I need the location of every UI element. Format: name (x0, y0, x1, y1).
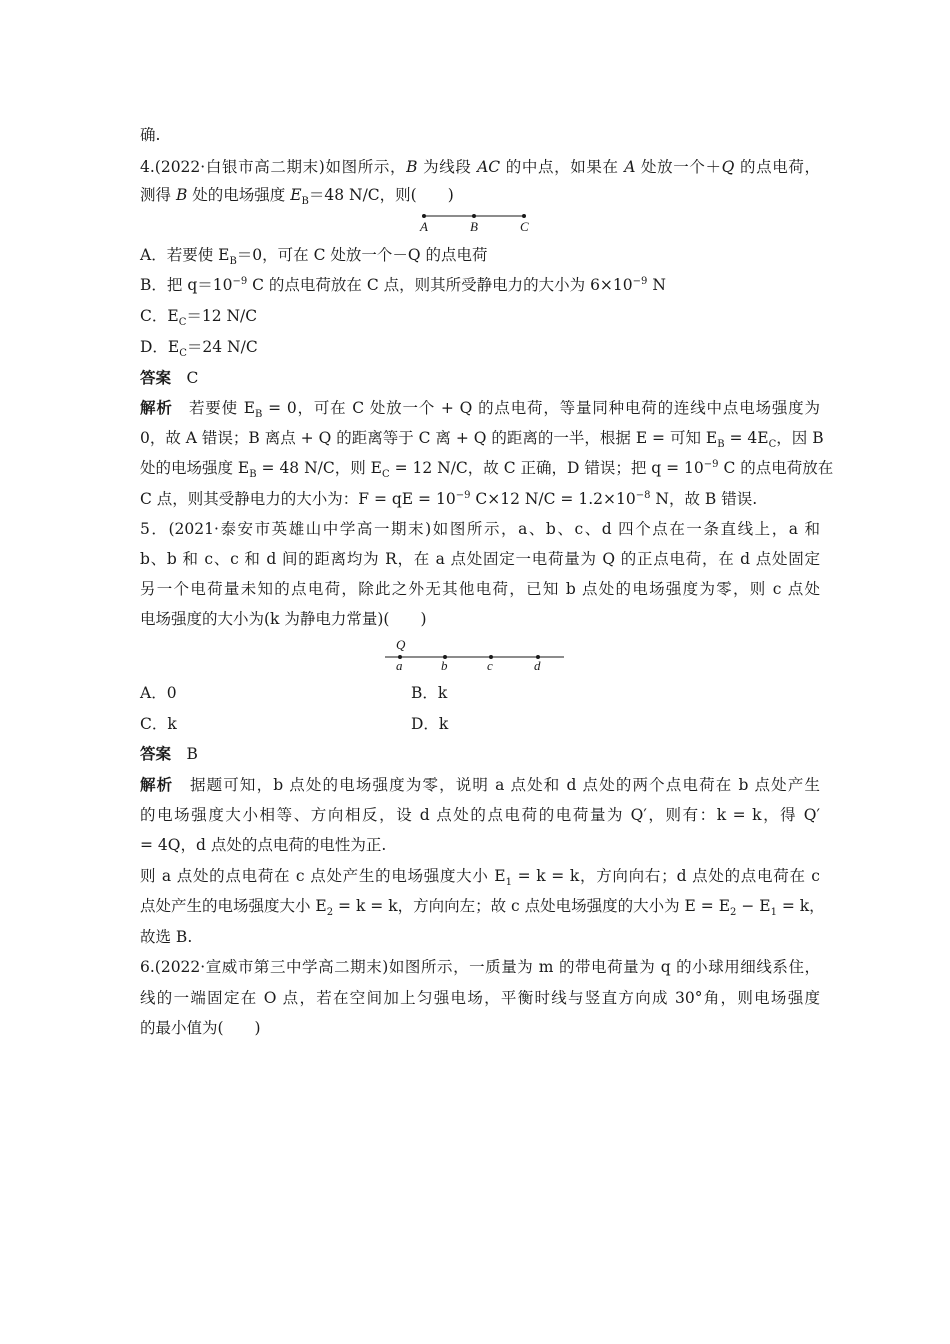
q4-option-d: D．$E_C=24$ N/C (140, 338, 258, 360)
q6-stem-line-2: 线的一端固定在 O 点，若在空间加上匀强电场，平衡时线与竖直方向成 30°角，则电场强度 (140, 989, 820, 1007)
q5-stem-line-4: 电场强度的大小为(k 为静电力常量)( ) (140, 610, 427, 628)
q5-option-d: D．k (411, 715, 449, 733)
label-c: c (487, 658, 493, 673)
label-d: d (534, 658, 541, 673)
q4-option-c: C．$E_C=12$ N/C (140, 307, 258, 329)
q5-stem-line-3: 另一个电荷量未知的点电荷，除此之外无其他电荷，已知 b 点处的电场强度为零，则 c 点处 (140, 580, 820, 598)
q4-analysis-line-1: 解析 若要使 $E_B = 0$，可在 C 处放一个 + Q 的点电荷，等量同种电荷的连线中点电场强度为 (140, 399, 820, 421)
answer-label: 答案 (140, 745, 172, 763)
label-b: B (470, 219, 478, 234)
q4-stem-line-2: 测得 B 处的电场强度 $E_B=48$ N/C，则( ) (140, 186, 454, 208)
q5-analysis-line-6: 故选 B. (140, 928, 193, 946)
q4-analysis-line-3: 处的电场强度 $E_B = 48$ N/C，则 $E_C = 12$ N/C，故 C 正确，D 错误；把 $q = 10^{-9}$ C 的点电荷放在 (140, 458, 834, 481)
q5-option-c: C．k (140, 715, 177, 733)
point-b (472, 214, 476, 218)
q4-option-b: B．把 $q=10^{-9}$ C 的点电荷放在 C 点，则其所受静电力的大小为 $6\times 10^{-9}$ N (140, 275, 666, 294)
q5-option-a: A．0 (140, 684, 177, 702)
q5-analysis-line-3: = 4Q，d 点处的点电荷的电性为正. (140, 836, 387, 854)
point-a (422, 214, 426, 218)
q4-stem-line-1: 4.(2022·白银市高二期末)如图所示，B 为线段 AC 的中点，如果在 A 处放一个＋Q 的点电荷， (140, 158, 820, 176)
q4-line-segment-diagram (410, 208, 540, 236)
label-b: b (441, 658, 448, 673)
label-a: a (396, 658, 403, 673)
q5-stem-line-2: b、b 和 c、c 和 d 间的距离均为 R，在 a 点处固定一电荷量为 Q 的正点电荷，在 d 点处固定 (140, 550, 820, 568)
previous-page-tail: 确. (140, 126, 161, 144)
point-c (522, 214, 526, 218)
q5-stem-line-1: 5．(2021·泰安市英雄山中学高一期末)如图所示，a、b、c、d 四个点在一条直线上，a 和 (140, 520, 820, 538)
q5-analysis-line-2: 的电场强度大小相等、方向相反，设 d 点处的点电荷的电荷量为 Q′，则有：k = k，得 Q′ (140, 806, 820, 824)
q6-stem-line-3: 的最小值为( ) (140, 1019, 261, 1037)
q6-stem-line-1: 6.(2022·宣威市第三中学高二期末)如图所示，一质量为 m 的带电荷量为 q 的小球用细线系住， (140, 958, 820, 976)
q5-analysis-line-5: 点处产生的电场强度大小 $E_2 = k = k$，方向向左；故 c 点处电场强度的大小为 $E = E_2 - E_1 = k$， (140, 897, 825, 919)
q4-analysis-line-2: 0，故 A 错误；B 离点 + Q 的距离等于 C 离 + Q 的距离的一半，根据 E = 可知 $E_B = 4E_C$，因 B (140, 429, 824, 451)
q4-analysis-line-4: C 点，则其受静电力的大小为：F = qE = $10^{-9}$ C×12 $N/C = 1.2\times 10^{-8}$ N，故 B 错误. (140, 489, 758, 508)
label-c: C (520, 219, 529, 234)
q4-option-a: A．若要使 $E_B=0$，可在 C 处放一个－Q 的点电荷 (140, 246, 488, 268)
analysis-label: 解析 (140, 399, 173, 417)
q4-answer: 答案 C (140, 369, 199, 387)
analysis-label: 解析 (140, 776, 174, 794)
q5-analysis-line-1: 解析 据题可知，b 点处的电场强度为零，说明 a 点处和 d 点处的两个点电荷在 b 点处产生 (140, 776, 820, 794)
q5-analysis-line-4: 则 a 点处的点电荷在 c 点处产生的电场强度大小 $E_1 = k = k$，方向向右；d 点处的点电荷在 c (140, 867, 820, 889)
label-charge-q: Q (396, 637, 406, 652)
q5-option-b: B．k (411, 684, 448, 702)
q5-points-diagram (383, 636, 568, 674)
label-a: A (420, 219, 428, 234)
q5-answer: 答案 B (140, 745, 198, 763)
answer-label: 答案 (140, 369, 172, 387)
